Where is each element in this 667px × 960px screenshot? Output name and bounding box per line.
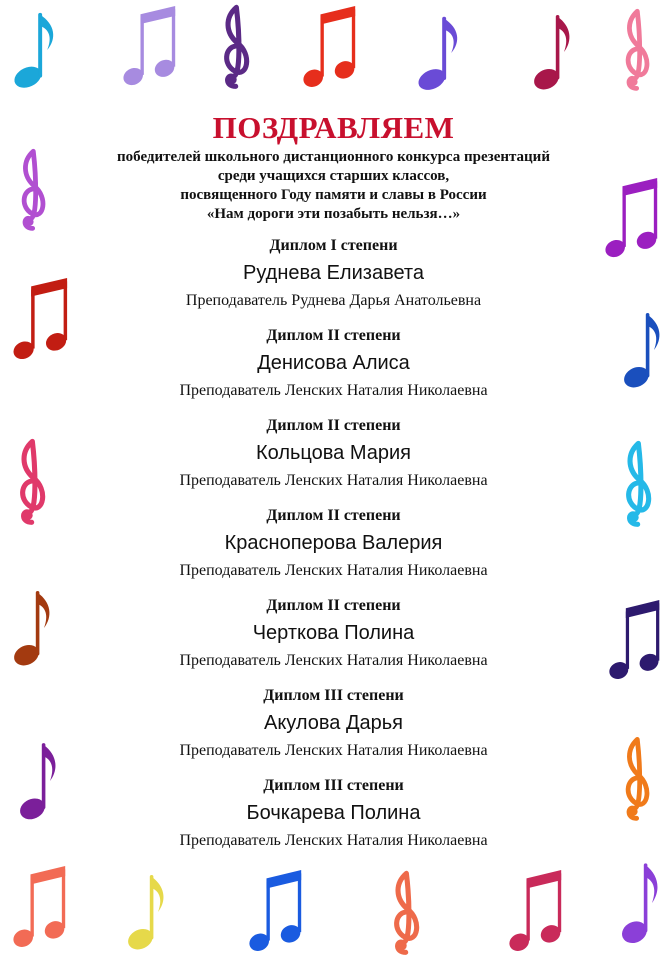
beamed-notes-icon [302, 6, 358, 90]
student-name: Черткова Полина [252, 622, 415, 644]
beamed-notes-icon [12, 866, 68, 950]
student-name: Денисова Алиса [257, 352, 410, 374]
treble-clef-icon [16, 148, 48, 230]
treble-clef-icon [620, 736, 652, 820]
beamed-notes-icon [248, 870, 304, 954]
teacher-name: Преподаватель Ленских Наталия Николаевна [179, 382, 488, 399]
student-name: Бочкарева Полина [246, 802, 421, 824]
eighth-note-icon [532, 12, 572, 92]
teacher-name: Преподаватель Ленских Наталия Николаевна [179, 562, 488, 579]
diploma-degree: Диплом III степени [263, 687, 404, 704]
diploma-degree: Диплом II степени [266, 327, 401, 344]
award-entry [80, 322, 587, 412]
award-entry [80, 772, 587, 862]
eighth-note-icon [126, 872, 166, 952]
award-entry [80, 682, 587, 772]
diploma-degree: Диплом I степени [269, 237, 398, 254]
subtitle-line: посвященного Году памяти и славы в России [180, 187, 487, 203]
congratulation-text [80, 108, 587, 862]
teacher-name: Преподаватель Ленских Наталия Николаевна [179, 832, 488, 849]
beamed-notes-icon [608, 600, 662, 682]
treble-clef-icon [388, 870, 422, 954]
diploma-degree: Диплом II степени [266, 507, 401, 524]
beamed-notes-icon [122, 6, 178, 88]
teacher-name: Преподаватель Ленских Наталия Николаевна [179, 652, 488, 669]
eighth-note-icon [416, 14, 460, 92]
subtitle-line: среди учащихся старших классов, [217, 168, 450, 184]
treble-clef-icon [620, 8, 652, 90]
diploma-degree: Диплом III степени [263, 777, 404, 794]
award-entry [80, 502, 587, 592]
treble-clef-icon [620, 440, 654, 526]
diploma-degree: Диплом II степени [266, 417, 401, 434]
eighth-note-icon [12, 10, 56, 90]
subtitle-line: победителей школьного дистанционного конкурса презентаций [117, 149, 550, 165]
eighth-note-icon [18, 740, 58, 822]
teacher-name: Преподаватель Руднева Дарья Анатольевна [185, 292, 482, 309]
beamed-notes-icon [12, 278, 70, 362]
student-name: Кольцова Мария [256, 442, 411, 464]
eighth-note-icon [622, 310, 662, 390]
treble-clef-icon [14, 438, 48, 524]
eighth-note-icon [620, 860, 660, 946]
beamed-notes-icon [604, 178, 660, 260]
award-entry [80, 232, 587, 322]
award-entry [80, 592, 587, 682]
student-name: Красноперова Валерия [224, 532, 443, 554]
beamed-notes-icon [508, 870, 564, 954]
diploma-degree: Диплом II степени [266, 597, 401, 614]
award-entry [80, 412, 587, 502]
teacher-name: Преподаватель Ленских Наталия Николаевна [179, 472, 488, 489]
student-name: Руднева Елизавета [243, 262, 424, 284]
eighth-note-icon [12, 588, 52, 668]
awards-list [80, 232, 587, 862]
student-name: Акулова Дарья [263, 712, 403, 734]
treble-clef-icon [218, 4, 252, 88]
teacher-name: Преподаватель Ленских Наталия Николаевна [179, 742, 488, 759]
page-title: ПОЗДРАВЛЯЕМ [212, 110, 455, 145]
contest-motto: «Нам дороги эти позабыть нельзя…» [206, 206, 461, 222]
